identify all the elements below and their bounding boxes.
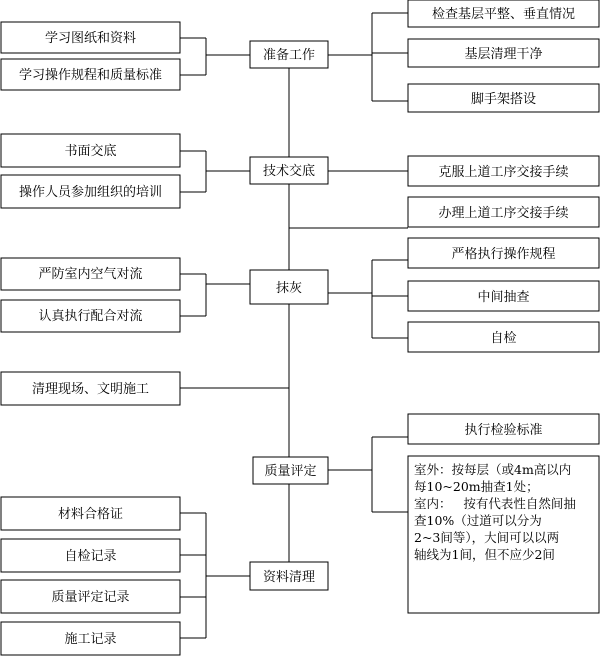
quality-note-line-3: 室内： 按有代表性自然间抽 xyxy=(414,496,576,511)
node-tech xyxy=(250,157,328,184)
node-docs-label: 资料清理 xyxy=(262,570,316,585)
right-prep-check-base xyxy=(408,0,599,27)
right-prep-clean-base xyxy=(408,39,599,67)
right-tech-handle-handover xyxy=(408,197,599,227)
node-prep-label: 准备工作 xyxy=(262,48,316,63)
quality-note-line-6: 轴线为1间，但不应少2间 xyxy=(414,547,555,562)
left-docs-self-check-label: 自检记录 xyxy=(64,549,117,564)
right-prep-scaffold-label: 脚手架搭设 xyxy=(470,92,537,107)
node-tech-label: 技术交底 xyxy=(262,164,316,179)
left-cleanup-label: 清理现场、文明施工 xyxy=(31,382,150,397)
node-plaster-label: 抹灰 xyxy=(275,281,303,296)
left-prep-study-drawings xyxy=(1,22,180,53)
node-prep xyxy=(250,41,328,68)
left-cleanup xyxy=(1,372,180,405)
right-prep-scaffold xyxy=(408,84,599,112)
right-plaster-midway-check xyxy=(408,281,599,311)
right-tech-handle-handover-label: 办理上道工序交接手续 xyxy=(438,206,569,221)
connector-lines xyxy=(180,13,408,638)
right-plaster-strict-procedure xyxy=(408,238,599,268)
left-plaster-cooperate-label: 认真执行配合对流 xyxy=(38,309,143,324)
left-docs-quality-record-label: 质量评定记录 xyxy=(51,590,130,605)
left-prep-study-standards-label: 学习操作规程和质量标准 xyxy=(18,68,163,83)
left-plaster-cooperate xyxy=(1,300,180,332)
quality-note-line-1: 室外：按每层（或4m高以内 xyxy=(414,462,572,477)
node-plaster xyxy=(250,270,328,304)
left-nodes xyxy=(1,22,180,655)
left-docs-material-cert xyxy=(1,497,180,530)
node-quality xyxy=(253,457,328,484)
left-docs-construction-record xyxy=(1,622,180,655)
left-prep-study-standards xyxy=(1,59,180,90)
right-plaster-self-check-label: 自检 xyxy=(490,331,517,346)
right-plaster-strict-procedure-label: 严格执行操作规程 xyxy=(451,247,556,262)
right-plaster-midway-check-label: 中间抽查 xyxy=(477,290,530,305)
right-tech-overcome-handover-label: 克服上道工序交接手续 xyxy=(438,165,569,180)
right-quality-note xyxy=(408,456,599,613)
right-quality-standard xyxy=(408,414,599,444)
right-plaster-self-check xyxy=(408,322,599,352)
right-prep-clean-base-label: 基层清理干净 xyxy=(464,47,543,62)
left-tech-written xyxy=(1,134,180,167)
left-prep-study-drawings-label: 学习图纸和资料 xyxy=(44,31,137,46)
left-plaster-prevent-airflow xyxy=(1,258,180,290)
right-quality-standard-label: 执行检验标准 xyxy=(464,423,543,438)
node-docs xyxy=(250,562,328,590)
quality-note-line-5: 2~3间等），大间可以以两 xyxy=(414,530,560,545)
left-docs-quality-record xyxy=(1,580,180,613)
right-nodes xyxy=(408,0,599,613)
right-prep-check-base-label: 检查基层平整、垂直情况 xyxy=(431,7,576,22)
left-tech-training xyxy=(1,175,180,208)
left-tech-training-label: 操作人员参加组织的培训 xyxy=(18,185,163,200)
left-tech-written-label: 书面交底 xyxy=(64,144,117,159)
left-docs-material-cert-label: 材料合格证 xyxy=(57,507,124,522)
left-plaster-prevent-airflow-label: 严防室内空气对流 xyxy=(38,267,143,282)
quality-note-line-2: 每10~20m抽查1处； xyxy=(414,479,539,494)
node-quality-label: 质量评定 xyxy=(264,464,317,479)
left-docs-self-check xyxy=(1,539,180,572)
quality-note-line-4: 查10%（过道可以分为 xyxy=(414,513,542,528)
right-tech-overcome-handover xyxy=(408,156,599,186)
left-docs-construction-record-label: 施工记录 xyxy=(64,632,117,647)
